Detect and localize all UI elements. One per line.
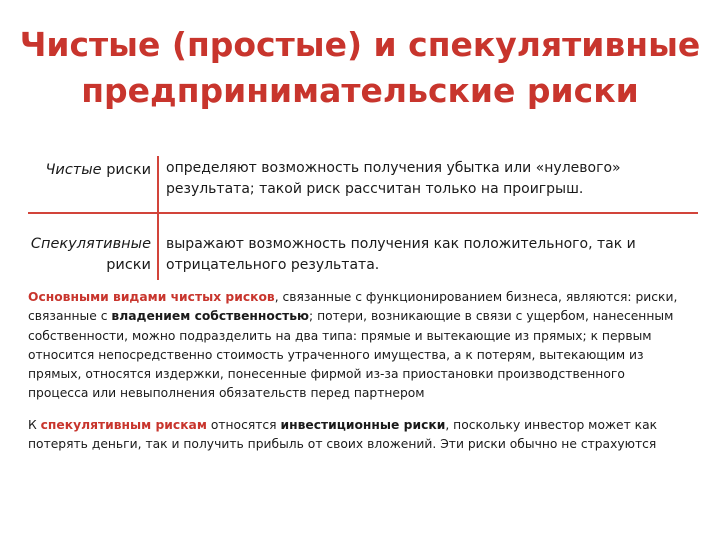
term-speculative-risks	[31, 234, 151, 276]
paragraph2-red-speculative: спекулятивным рискам	[40, 418, 207, 432]
paragraph1-text-1: , связанные с функционированием бизнеса, являются: риски, связанные с	[28, 290, 678, 324]
term-pure-rest: риски	[101, 162, 151, 178]
table-vertical-divider	[157, 156, 159, 280]
term-speculative-line-2: риски	[106, 257, 151, 273]
definition-speculative-risks	[166, 234, 706, 276]
definition-speculative-line-2: отрицательного результата.	[166, 257, 380, 273]
paragraph2-text-1: К	[28, 418, 41, 432]
title-line-2: предпринимательские риски	[81, 71, 639, 110]
paragraph1-bold-ownership: владением собственностью	[111, 309, 310, 324]
paragraph2-text-2: относятся	[206, 418, 281, 432]
paragraph2-text-3: , поскольку инвестор может как потерять деньги, так и получить прибыль от своих вложений. Эти риски обычно не страхуются	[28, 418, 658, 452]
slide-title	[0, 22, 720, 114]
paragraph2-bold-investment: инвестиционные риски	[280, 418, 446, 432]
paragraph1-text-2: ; потери, возникающие в связи с ущербом, нанесенным собственности, можно подразделить на два типа: прямые и вытекающие из прямых; к первым относится непосредственно стоимость утраченного имущества, а к потерям, вытекающим из прямых, относятся издержки, понесенные фирмой из-за приостановки производственного процесса или невыполнения обязательств перед партнером	[28, 309, 674, 401]
paragraph1-lead: Основными видами чистых рисков	[28, 290, 275, 304]
title-line-1: Чистые (простые) и спекулятивные	[19, 25, 701, 64]
definition-pure-line-2: результата; такой риск рассчитан только на проигрыш.	[166, 181, 584, 197]
paragraph-speculative-risks	[28, 416, 688, 455]
definition-pure-line-1: определяют возможность получения убытка или «нулевого»	[166, 160, 621, 176]
definition-pure-risks	[166, 158, 706, 200]
table-horizontal-divider	[28, 212, 698, 214]
term-speculative-line-1: Спекулятивные	[30, 236, 151, 252]
term-pure-risks	[45, 160, 151, 181]
term-pure-italic: Чистые	[45, 162, 102, 178]
definition-speculative-line-1: выражают возможность получения как положительного, так и	[166, 236, 636, 252]
paragraph-pure-risk-types	[28, 288, 688, 404]
